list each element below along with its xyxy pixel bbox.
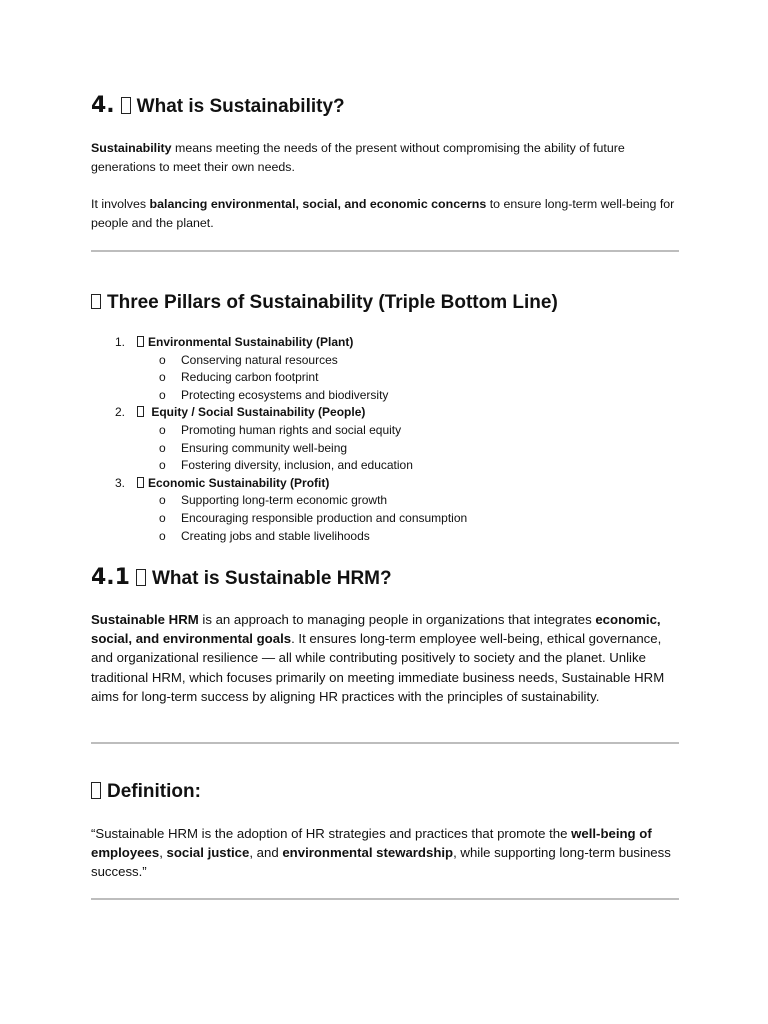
paragraph-sustainable-hrm — [91, 610, 681, 706]
pillar-point-text: Protecting ecosystems and biodiversity — [181, 387, 389, 402]
text-run: , — [159, 845, 167, 861]
text-run: , while supporting long-term business success.” — [91, 845, 671, 880]
pillar-label-text: Equity / Social Sustainability (People) — [148, 405, 366, 420]
pillar-point — [91, 440, 679, 458]
bold-text: Sustainability — [91, 141, 172, 155]
paragraph-balance — [91, 195, 681, 233]
section-heading-sustainability — [91, 94, 345, 119]
section-title: What is Sustainable HRM? — [151, 568, 392, 589]
section-number: 4.1 — [91, 565, 130, 590]
bold-text: economic, social, and environmental goals — [91, 612, 661, 647]
bold-text: well-being of employees — [91, 826, 652, 861]
text-run: It involves — [91, 197, 150, 211]
pillar-point — [91, 369, 679, 387]
text-run: . It ensures long-term employee well-being, ethical governance, and organizational resilience — all while contributing positively to society and the planet. Unlike traditional HRM, which focuses primarily on meeting immediate business needs, Sustainable HRM aims for long-term success by aligning HR practices with the principles of sustainability. — [91, 631, 665, 704]
section-heading-sustainable-hrm — [91, 566, 392, 591]
bold-text: Sustainable HRM — [91, 612, 199, 627]
pillar-point — [91, 352, 679, 370]
pillar-item — [91, 404, 679, 422]
bullet-marker: o — [159, 422, 166, 437]
bullet-marker: o — [159, 440, 166, 455]
bullet-marker: o — [159, 352, 166, 367]
section-title: What is Sustainability? — [136, 96, 345, 117]
missing-glyph-icon — [137, 406, 144, 417]
definition-title: Definition: — [107, 781, 201, 802]
pillars-heading — [91, 291, 558, 315]
missing-glyph-icon — [121, 97, 131, 114]
pillars-list — [91, 334, 679, 545]
bullet-marker: o — [159, 493, 166, 508]
pillar-point — [91, 387, 679, 405]
pillar-point-text: Promoting human rights and social equity — [181, 422, 402, 437]
pillar-point-text: Creating jobs and stable livelihoods — [181, 528, 370, 543]
text-run: is an approach to managing people in organizations that integrates — [198, 612, 596, 627]
pillar-point — [91, 528, 679, 546]
bullet-marker: o — [159, 458, 166, 473]
paragraph-definition-quote — [91, 824, 681, 882]
bullet-marker: o — [159, 387, 166, 402]
pillar-point-text: Fostering diversity, inclusion, and education — [181, 458, 413, 473]
text-run: “Sustainable HRM is the adoption of HR strategies and practices that promote the — [91, 826, 572, 841]
bold-text: social justice — [166, 845, 250, 861]
text-run: means meeting the needs of the present without compromising the ability of future generations to meet their own needs. — [91, 141, 625, 174]
divider — [91, 898, 679, 900]
divider — [91, 250, 679, 252]
pillar-point-text: Encouraging responsible production and consumption — [181, 510, 468, 525]
pillar-point — [91, 510, 679, 528]
pillar-label-text: Economic Sustainability (Profit) — [148, 475, 330, 490]
section-number: 4. — [91, 93, 115, 118]
missing-glyph-icon — [91, 294, 101, 309]
text-run: to ensure long-term well-being for people and the planet. — [91, 197, 675, 230]
divider — [91, 742, 679, 744]
text-run: , and — [249, 845, 283, 861]
missing-glyph-icon — [136, 569, 146, 586]
missing-glyph-icon — [137, 477, 144, 488]
pillar-point — [91, 422, 679, 440]
pillar-point-text: Reducing carbon footprint — [181, 370, 319, 385]
bullet-marker: o — [159, 528, 166, 543]
missing-glyph-icon — [91, 782, 101, 799]
bullet-marker: o — [159, 510, 166, 525]
pillar-point — [91, 492, 679, 510]
pillar-point — [91, 457, 679, 475]
pillar-label — [137, 404, 365, 422]
missing-glyph-icon — [137, 336, 144, 347]
pillar-label-text: Environmental Sustainability (Plant) — [148, 335, 354, 349]
pillar-point-text: Conserving natural resources — [181, 352, 338, 367]
pillar-number: 2. — [115, 405, 126, 420]
pillars-title: Three Pillars of Sustainability (Triple Bottom Line) — [107, 292, 558, 313]
pillar-item — [91, 334, 679, 352]
pillar-number: 3. — [115, 475, 126, 490]
pillar-point-text: Ensuring community well-being — [181, 440, 348, 455]
pillar-point-text: Supporting long-term economic growth — [181, 493, 388, 508]
definition-heading — [91, 780, 201, 804]
pillar-number: 1. — [115, 335, 126, 349]
bold-text: environmental stewardship — [282, 845, 454, 861]
bold-text: balancing environmental, social, and economic concerns — [149, 197, 487, 211]
pillar-label — [137, 475, 329, 493]
paragraph-definition — [91, 139, 681, 177]
bullet-marker: o — [159, 370, 166, 385]
pillar-item — [91, 475, 679, 493]
pillar-label — [137, 334, 353, 352]
